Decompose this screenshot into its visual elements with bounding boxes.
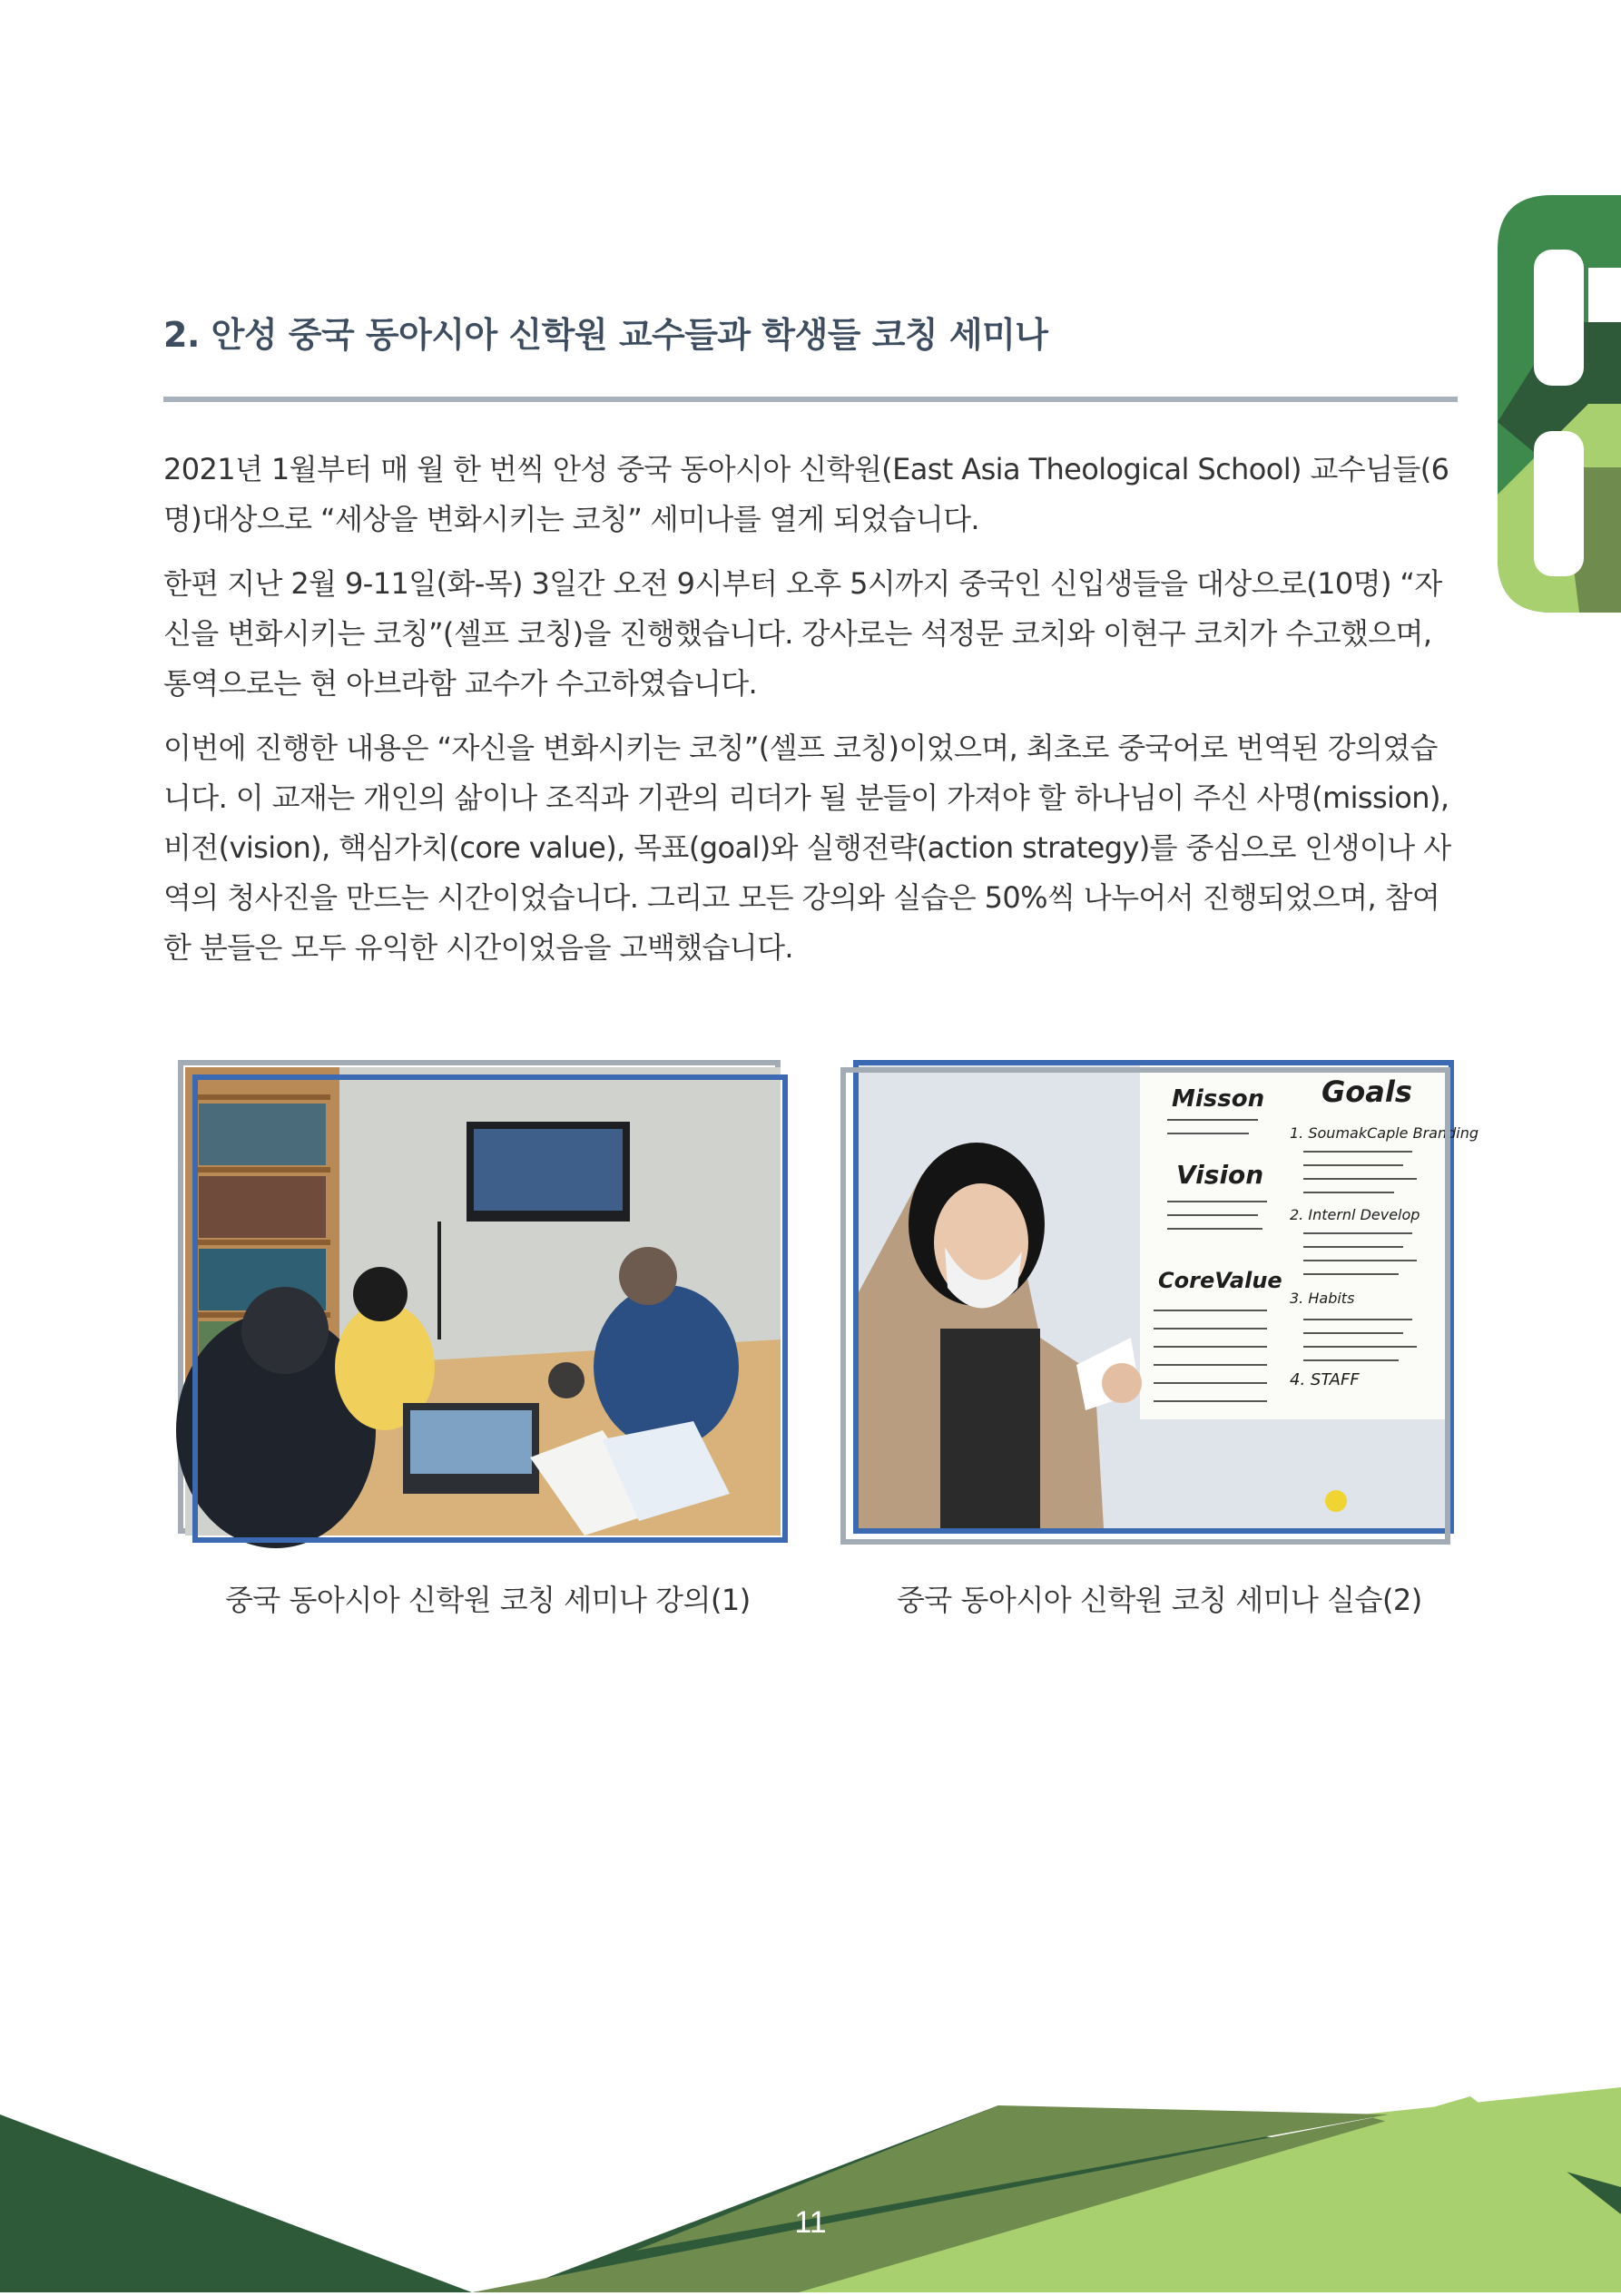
flipchart-goal-3: 3. Habits bbox=[1290, 1290, 1355, 1307]
flipchart-goal-4: 4. STAFF bbox=[1290, 1370, 1360, 1389]
photo-practice bbox=[840, 1060, 1479, 1548]
footer-graphic bbox=[0, 2087, 1621, 2292]
g-logo-icon bbox=[1498, 195, 1621, 613]
paragraph-1: 2021년 1월부터 매 월 한 번씩 안성 중국 동아시아 신학원(East Asia Theological School) 교수님들(6명)대상으로 “세상을 변화시키는 코칭” 세미나를 열게 되었습니다. bbox=[163, 452, 1449, 536]
caption-lecture: 중국 동아시아 신학원 코칭 세미나 강의(1) bbox=[225, 1583, 751, 1617]
page-number: 11 bbox=[794, 2205, 827, 2240]
section-title: 2. 안성 중국 동아시아 신학원 교수들과 학생들 코칭 세미나 bbox=[163, 315, 1048, 355]
flipchart-mission: Misson bbox=[1172, 1085, 1265, 1113]
flipchart-goals: Goals bbox=[1321, 1074, 1412, 1109]
caption-practice: 중국 동아시아 신학원 코칭 세미나 실습(2) bbox=[897, 1583, 1422, 1617]
paragraph-2: 한편 지난 2월 9-11일(화-목) 3일간 오전 9시부터 오후 5시까지 중국인 신입생들을 대상으로(10명) “자신을 변화시키는 코칭”(셀프 코칭)을 진행했습니다. 강사로는 석정문 코치와 이현구 코치가 수고했으며, 통역으로는 현 아브라함 교수가 수고하였습니다. bbox=[163, 566, 1442, 701]
flipchart-vision: Vision bbox=[1176, 1160, 1264, 1190]
title-divider bbox=[163, 397, 1458, 402]
photo-frame-front bbox=[192, 1074, 788, 1543]
body-text bbox=[163, 445, 1458, 987]
photo-lecture bbox=[178, 1060, 791, 1548]
photo-frame-back bbox=[840, 1067, 1450, 1545]
flipchart-goal-1: 1. SoumakCaple Branding bbox=[1290, 1124, 1479, 1142]
flipchart-core-value: CoreValue bbox=[1158, 1268, 1282, 1293]
paragraph-3: 이번에 진행한 내용은 “자신을 변화시키는 코칭”(셀프 코칭)이었으며, 최초로 중국어로 번역된 강의였습니다. 이 교재는 개인의 삶이나 조직과 기관의 리더가 될 분들이 가져야 할 하나님이 주신 사명(mission), 비전(vision), 핵심가치(core value), 목표(goal)와 실행전략(action strategy)를 중심으로 인생이나 사역의 청사진을 만드는 시간이었습니다. 그리고 모든 강의와 실습은 50%씩 나누어서 진행되었으며, 참여한 분들은 모두 유익한 시간이었음을 고백했습니다. bbox=[163, 731, 1451, 965]
flipchart-goal-2: 2. Internl Develop bbox=[1290, 1206, 1420, 1223]
